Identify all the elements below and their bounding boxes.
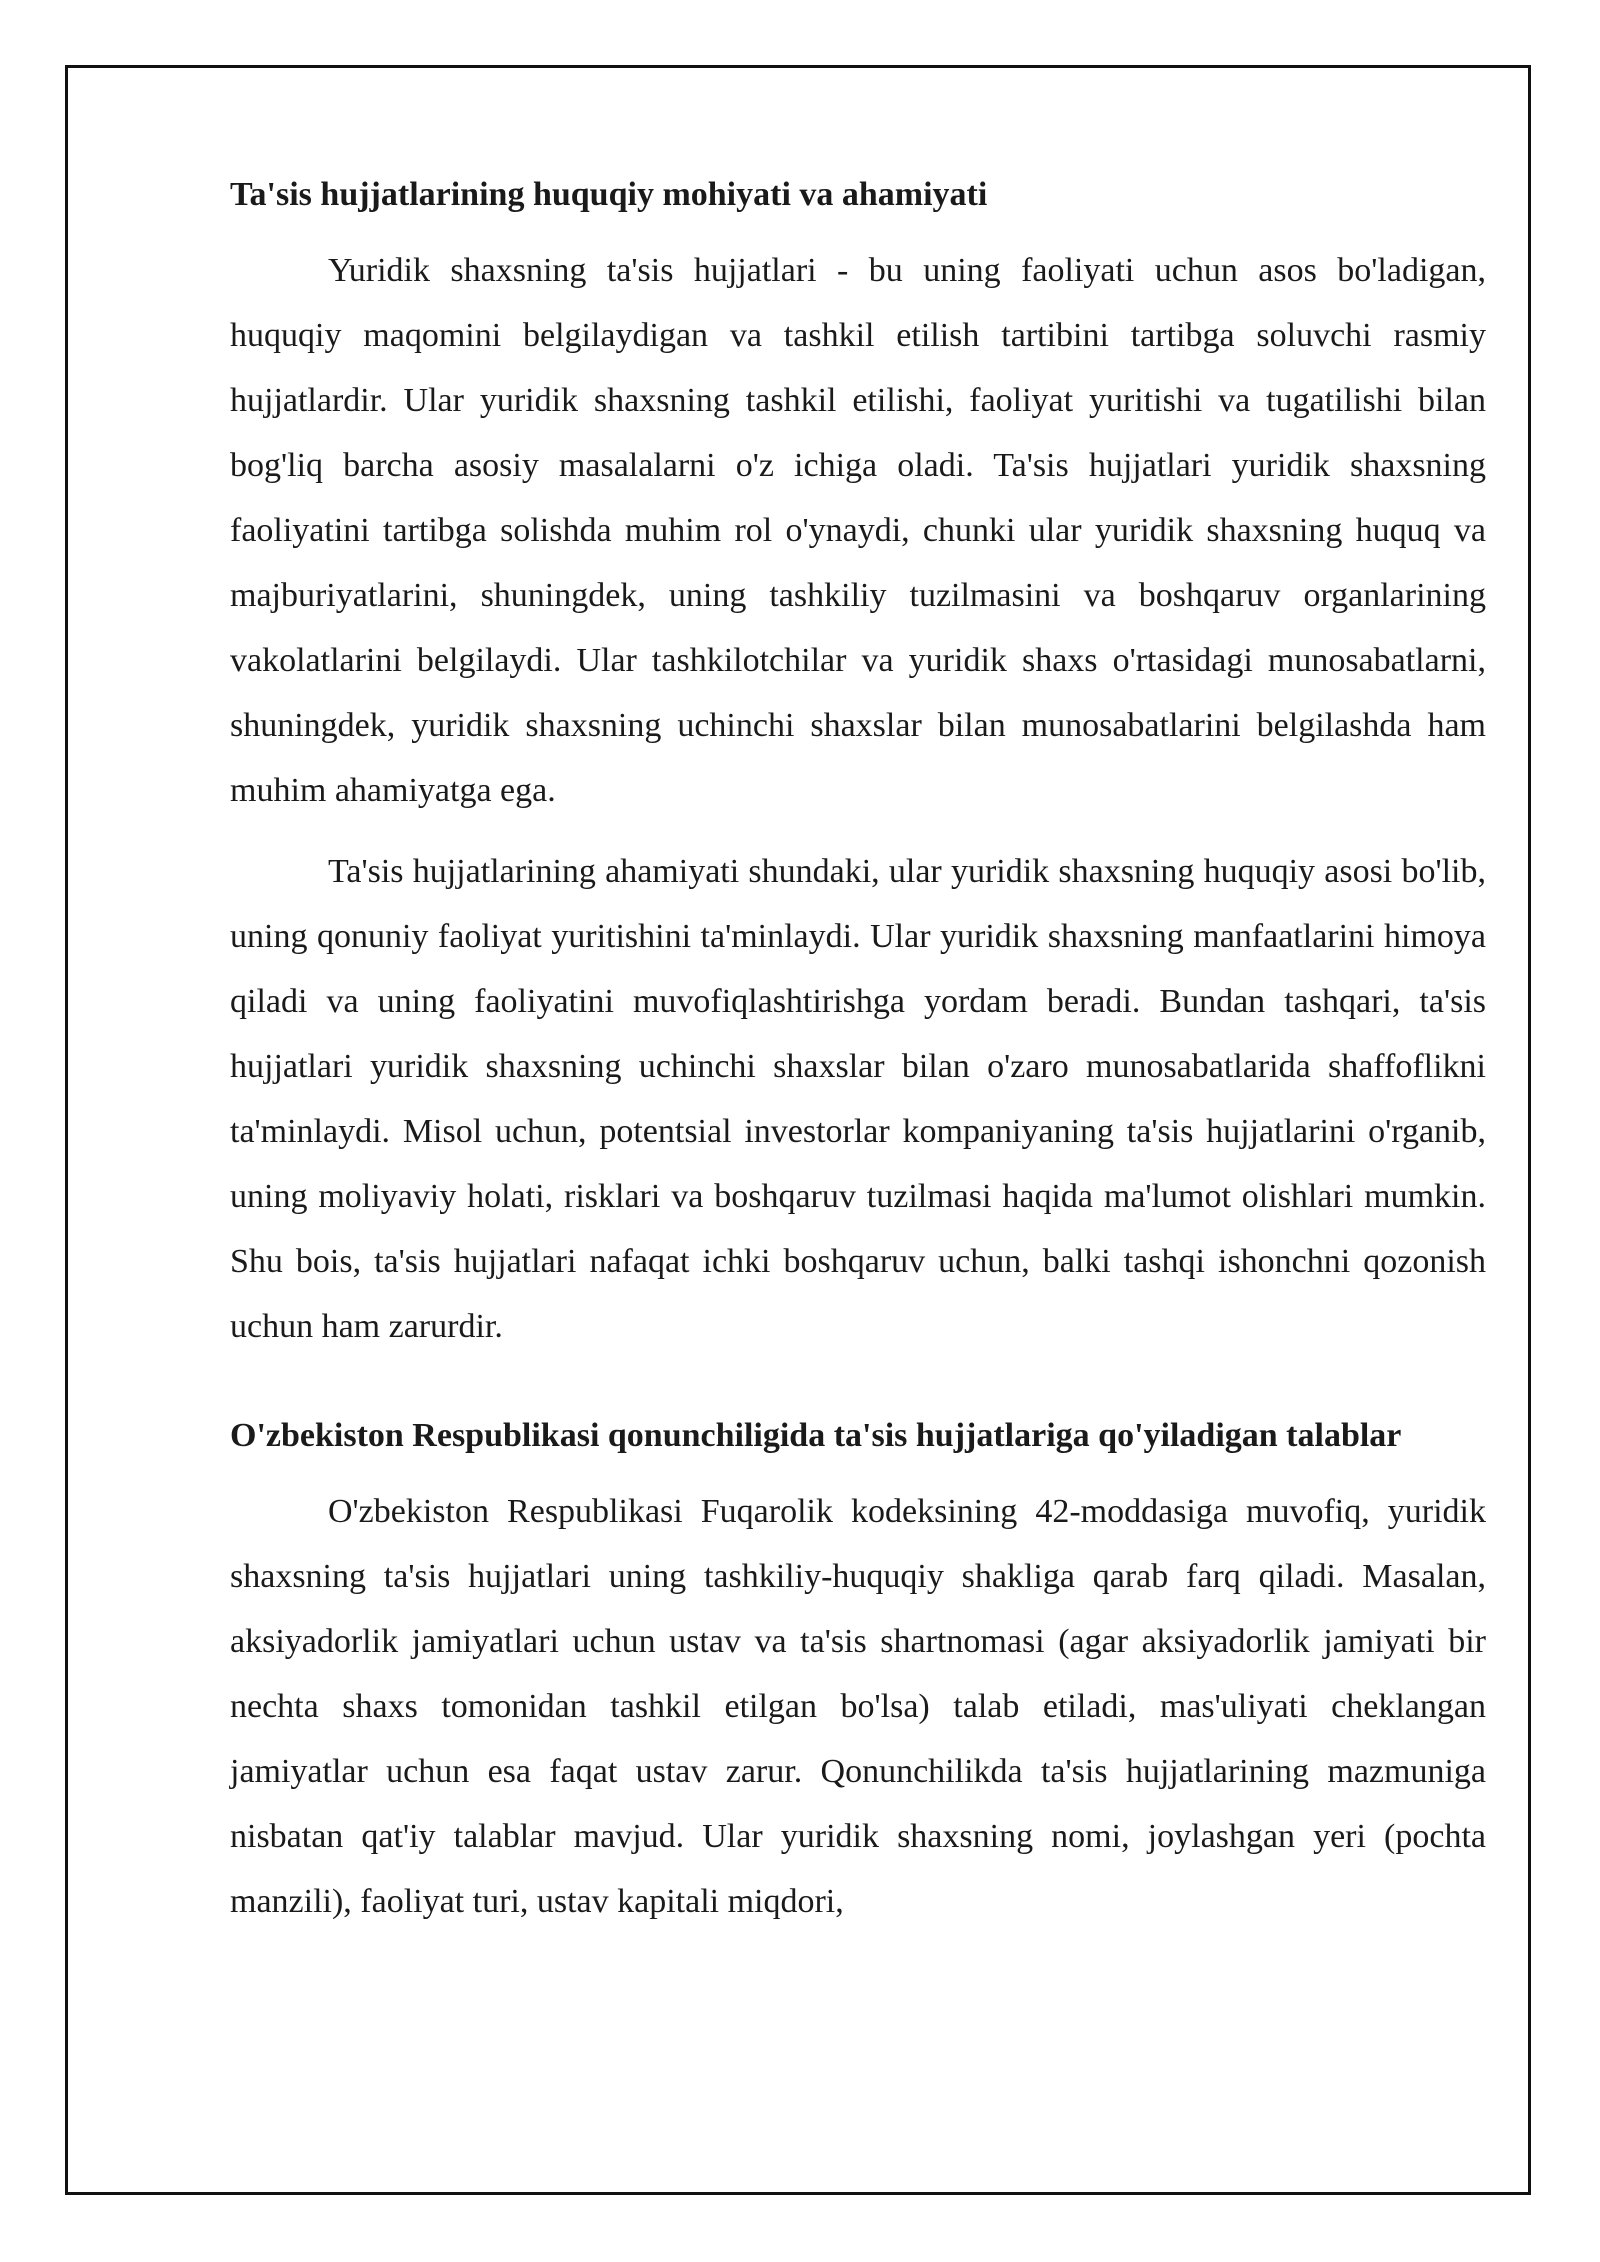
section-heading: Ta'sis hujjatlarining huquqiy mohiyati va ahamiyati [230, 176, 988, 213]
paragraph: Yuridik shaxsning ta'sis hujjatlari - bu uning faoliyati uchun asos bo'ladigan, huquqiy maqomini belgilaydigan va tashkil etilish tartibini tartibga soluvchi rasmiy hujjatlardir. Ular yuridik shaxsning tashkil etilishi, faoliyat yuritishi va tugatilishi bilan bog'liq barcha asosiy masalalarni o'z ichiga oladi. Ta'sis hujjatlari yuridik shaxsning faoliyatini tartibga solishda muhim rol o'ynaydi, chunki ular yuridik shaxsning huquq va majburiyatlarini, shuningdek, uning tashkiliy tuzilmasini va boshqaruv organlarining vakolatlarini belgilaydi. Ular tashkilotchilar va yuridik shaxs o'rtasidagi munosabatlarni, shuningdek, yuridik shaxsning uchinchi shaxslar bilan munosabatlarini belgilashda ham muhim ahamiyatga ega. [230, 252, 1486, 809]
paragraph: Ta'sis hujjatlarining ahamiyati shundaki, ular yuridik shaxsning huquqiy asosi bo'lib, uning qonuniy faoliyat yuritishini ta'minlaydi. Ular yuridik shaxsning manfaatlarini himoya qiladi va uning faoliyatini muvofiqlashtirishga yordam beradi. Bundan tashqari, ta'sis hujjatlari yuridik shaxsning uchinchi shaxslar bilan o'zaro munosabatlarida shaffoflikni ta'minlaydi. Misol uchun, potentsial investorlar kompaniyaning ta'sis hujjatlarini o'rganib, uning moliyaviy holati, risklari va boshqaruv tuzilmasi haqida ma'lumot olishlari mumkin. Shu bois, ta'sis hujjatlari nafaqat ichki boshqaruv uchun, balki tashqi ishonchni qozonish uchun ham zarurdir. [230, 853, 1486, 1345]
document-body [230, 170, 1486, 1950]
paragraph: O'zbekiston Respublikasi Fuqarolik kodeksining 42-moddasiga muvofiq, yuridik shaxsning ta'sis hujjatlari uning tashkiliy-huquqiy shakliga qarab farq qiladi. Masalan, aksiyadorlik jamiyatlari uchun ustav va ta'sis shartnomasi (agar aksiyadorlik jamiyati bir nechta shaxs tomonidan tashkil etilgan bo'lsa) talab etiladi, mas'uliyati cheklangan jamiyatlar uchun esa faqat ustav zarur. Qonunchilikda ta'sis hujjatlarining mazmuniga nisbatan qat'iy talablar mavjud. Ular yuridik shaxsning nomi, joylashgan yeri (pochta manzili), faoliyat turi, ustav kapitali miqdori, [230, 1493, 1486, 1920]
section-heading: O'zbekiston Respublikasi qonunchiligida ta'sis hujjatlariga qo'yiladigan talablar [230, 1417, 1402, 1454]
